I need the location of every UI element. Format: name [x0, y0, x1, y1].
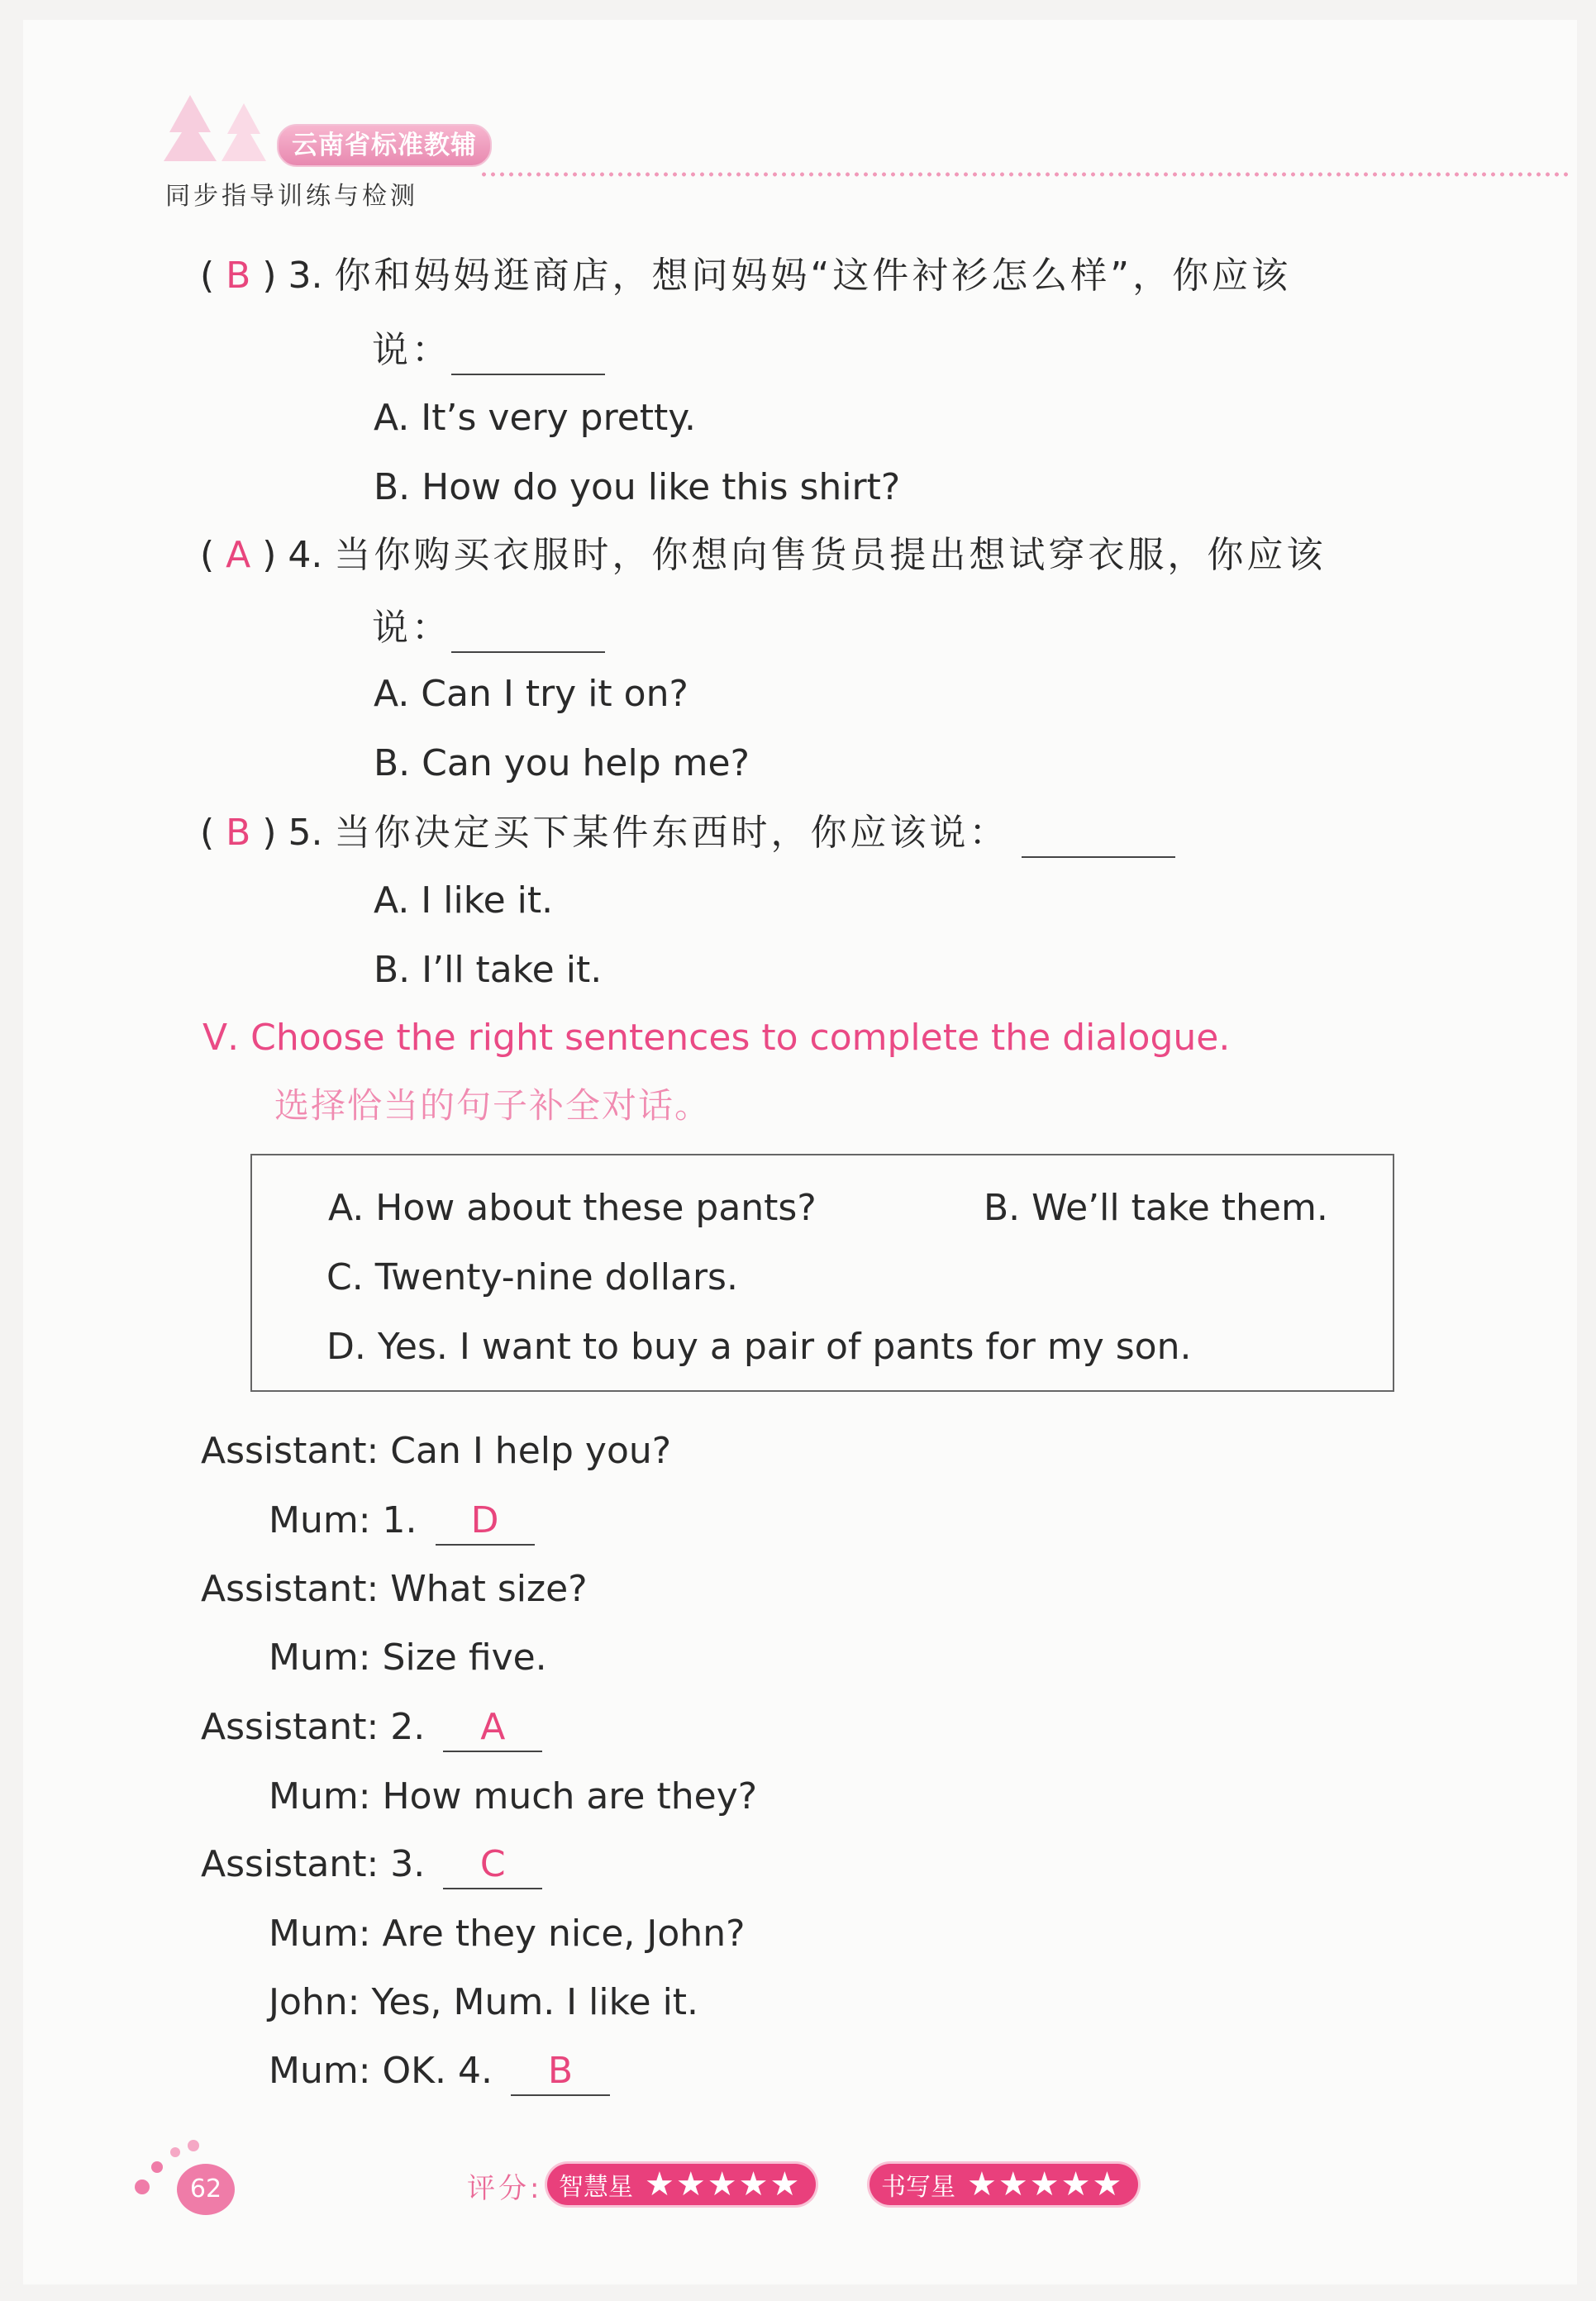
utterance: Yes, Mum. I like it. [371, 1981, 699, 2023]
speaker: Mum: [269, 1499, 371, 1541]
wisdom-star-label: 智慧星 [559, 2173, 633, 2202]
question-5 [200, 810, 1175, 858]
writing-star-rating [869, 2164, 1138, 2205]
speaker: Mum: [269, 2050, 371, 2092]
speaker: Assistant: [201, 1706, 379, 1748]
section-v-title-text: Choose the right sentences to complete the dialogue. [250, 1017, 1231, 1059]
answer-paren-close: ) [250, 255, 277, 297]
answer-paren-close: ) [250, 534, 277, 576]
star-icons: ★★★★★ [967, 2165, 1124, 2203]
section-v-subtitle: 选择恰当的句子补全对话。 [274, 1085, 712, 1126]
score-label: 评分: [467, 2172, 543, 2205]
dialogue-answer-3: C [443, 1841, 542, 1889]
question-3-stem-line2: 说： [372, 329, 451, 371]
dotted-rule [479, 170, 1570, 179]
utterance: 3. [390, 1843, 426, 1885]
question-3-option-b: B. How do you like this shirt? [374, 466, 901, 508]
dialogue-line-8 [269, 1911, 745, 1957]
question-3-stem: 你和妈妈逛商店，想问妈妈“这件衬衫怎么样”，你应该 [334, 255, 1292, 297]
utterance: 1. [382, 1499, 417, 1541]
dialogue-line-9 [269, 1979, 698, 2026]
utterance: Can I help you? [390, 1430, 672, 1472]
question-3 [200, 253, 1291, 299]
brand-banner: 云南省标准教辅 [277, 124, 492, 167]
utterance: Size five. [382, 1636, 547, 1679]
dialogue-line-3 [201, 1566, 588, 1613]
dialogue-line-1 [201, 1428, 671, 1474]
dialogue-answer-1: D [436, 1498, 535, 1546]
speaker: Mum: [269, 1636, 371, 1679]
utterance: 2. [390, 1706, 426, 1748]
dialogue-line-6 [269, 1774, 757, 1820]
speaker: Assistant: [201, 1843, 379, 1885]
workbook-page [23, 20, 1577, 2284]
question-3-answer: B [226, 255, 251, 297]
choice-d: D. Yes. I want to buy a pair of pants for my son. [326, 1326, 1192, 1368]
page-number: 62 [177, 2164, 235, 2215]
question-3-option-a: A. It’s very pretty. [374, 397, 697, 439]
question-5-answer: B [226, 812, 251, 854]
book-subtitle: 同步指导训练与检测 [165, 182, 418, 211]
question-3-number: 3. [288, 255, 323, 297]
pine-trees-logo-icon [157, 91, 289, 165]
dialogue-line-5 [201, 1704, 542, 1752]
question-4-answer: A [226, 534, 251, 576]
utterance: OK. 4. [382, 2050, 493, 2092]
speaker: Assistant: [201, 1568, 379, 1610]
question-3-stem-cont [372, 327, 605, 375]
speaker: Assistant: [201, 1430, 379, 1472]
utterance: How much are they? [382, 1775, 758, 1817]
question-4-option-b: B. Can you help me? [374, 742, 750, 784]
answer-paren-close: ) [250, 812, 277, 854]
utterance: Are they nice, John? [382, 1913, 746, 1955]
dialogue-line-10 [269, 2048, 610, 2096]
question-5-option-b: B. I’ll take it. [374, 949, 603, 991]
choice-b: B. We’ll take them. [984, 1187, 1328, 1229]
question-4 [200, 532, 1326, 579]
question-5-option-a: A. I like it. [374, 879, 554, 922]
speaker: John: [269, 1981, 360, 2023]
speaker: Mum: [269, 1775, 371, 1817]
dialogue-line-4 [269, 1635, 547, 1681]
dialogue-answer-4: B [511, 2048, 610, 2096]
question-4-option-a: A. Can I try it on? [374, 673, 688, 715]
answer-paren-open: ( [200, 812, 226, 854]
answer-paren-open: ( [200, 255, 226, 297]
question-4-number: 4. [288, 534, 323, 576]
dialogue-line-2 [269, 1498, 535, 1546]
section-v-numeral: Ⅴ. [202, 1017, 240, 1059]
question-4-stem-cont [372, 605, 605, 653]
question-5-blank [1022, 810, 1175, 858]
wisdom-star-rating [547, 2164, 816, 2205]
answer-paren-open: ( [200, 534, 226, 576]
question-5-number: 5. [288, 812, 323, 854]
dialogue-answer-2: A [443, 1704, 542, 1752]
choice-c: C. Twenty-nine dollars. [326, 1256, 738, 1298]
section-v-title [202, 1015, 1230, 1061]
choice-a: A. How about these pants? [328, 1187, 817, 1229]
dialogue-line-7 [201, 1841, 542, 1889]
question-4-blank [451, 605, 605, 653]
question-5-stem: 当你决定买下某件东西时，你应该说： [334, 812, 1009, 854]
question-4-stem-line2: 说： [372, 607, 451, 649]
question-4-stem: 当你购买衣服时，你想向售货员提出想试穿衣服，你应该 [334, 534, 1327, 576]
question-3-blank [451, 327, 605, 375]
star-icons: ★★★★★ [645, 2165, 802, 2203]
speaker: Mum: [269, 1913, 371, 1955]
utterance: What size? [390, 1568, 588, 1610]
writing-star-label: 书写星 [881, 2173, 955, 2202]
